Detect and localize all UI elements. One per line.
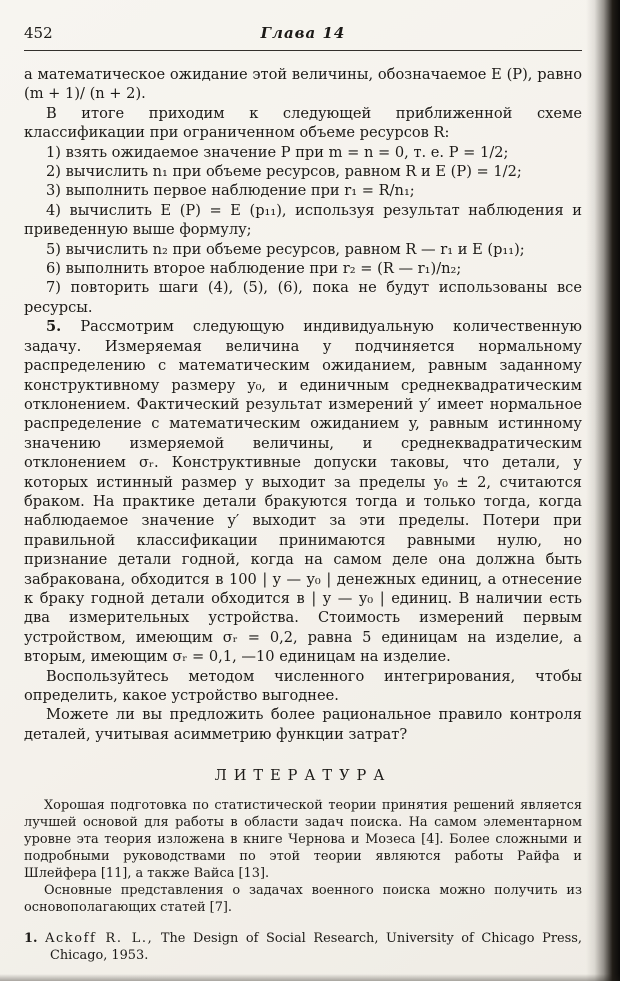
literature-heading: ЛИТЕРАТУРА [214,768,392,785]
list-step-5: 5) вычислить n₂ при объеме ресурсов, равном R — r₁ и E (p₁₁); [46,240,525,258]
reference-author: Ackoff R. L., [45,930,154,946]
literature-paragraph-2: Основные представления о задачах военного поиска можно получить из основополагающих статей [7]. [24,882,582,915]
list-step-7: 7) повторить шаги (4), (5), (6), пока не будут использованы все ресурсы. [24,279,582,316]
list-step-4: 4) вычислить E (P) = E (p₁₁), используя результат наблюдения и приведенную выше формулу; [24,201,582,239]
reference-entry [24,930,582,964]
problem-text: Рассмотрим следующую индивидуальную количественную задачу. Измеряемая величина y подчиняется нормальному распределению с математическим ожиданием, равным заданному конструктивному размеру y₀, и единичным среднеквадратическим отклонением. Фактический результат измерений y′ имеет нормальное распределение с математическим ожиданием y, равным истинному значению измеряемой величины, и среднеквадратическим отклонением σᵣ. Конструктивные допуски таковы, что детали, у которых истинный размер y выходит за пределы y₀ ± 2, считаются браком. На практике детали бракуются тогда и только тогда, когда наблюдаемое значение y′ выходит за эти пределы. Потери при правильной классификации принимаются равными нулю, но признание детали годной, когда на самом деле она должна быть забракована, обходится в 100 | y — y₀ | денежных единиц, а отнесение к браку годной детали обходится в | y — y₀ | единиц. В наличии есть два измерительных устройства. Стоимость измерений первым устройством, имеющим σᵣ = 0,2, равна 5 единицам на изделие, а вторым, имеющим σᵣ = 0,1, —10 единицам на изделие. [24,318,582,666]
paragraph-task-question: Можете ли вы предложить более рациональное правило контроля деталей, учитывая асимметрию функции затрат? [24,706,582,743]
chapter-title: Глава 14 [260,24,346,42]
list-step-6: 6) выполнить второе наблюдение при r₂ = (R — r₁)/n₂; [46,260,462,278]
reference-number: 1. [24,930,38,946]
reference-text: The Design of Social Research, University of Chicago Press, Chicago, 1953. [50,930,582,963]
running-head [24,24,582,46]
list-step-2: 2) вычислить n₁ при объеме ресурсов, равном R и E (P) = 1/2; [46,163,522,181]
header-rule [24,50,582,51]
page-number: 452 [24,24,53,42]
body-text [24,65,582,744]
list-step-3: 3) выполнить первое наблюдение при r₁ = R/n₁; [46,182,415,200]
list-step-1: 1) взять ожидаемое значение P при m = n = 0, т. е. P = 1/2; [46,143,509,161]
literature-text [24,798,582,916]
scan-edge-bottom [0,974,620,981]
problem-number: 5. [46,318,62,336]
paragraph-intro: а математическое ожидание этой величины, обозначаемое E (P), равно (m + 1)/ (n + 2). [24,66,582,103]
paragraph-scheme-intro: В итоге приходим к следующей приближенной схеме классификации при ограниченном объеме ресурсов R: [24,104,582,142]
paragraph-problem-5 [24,317,582,666]
paragraph-task-numeric: Воспользуйтесь методом численного интегрирования, чтобы определить, какое устройство выгоднее. [24,667,582,704]
literature-paragraph-1: Хорошая подготовка по статистической теории принятия решений является лучшей основой для работы в области задач поиска. На самом элементарном уровне эта теория изложена в книге Чернова и Мозеса [4]. Более сложными и подробными руководствами по этой теории являются работы Райфа и Шлейфера [11], а также Вайса [13]. [24,798,582,881]
